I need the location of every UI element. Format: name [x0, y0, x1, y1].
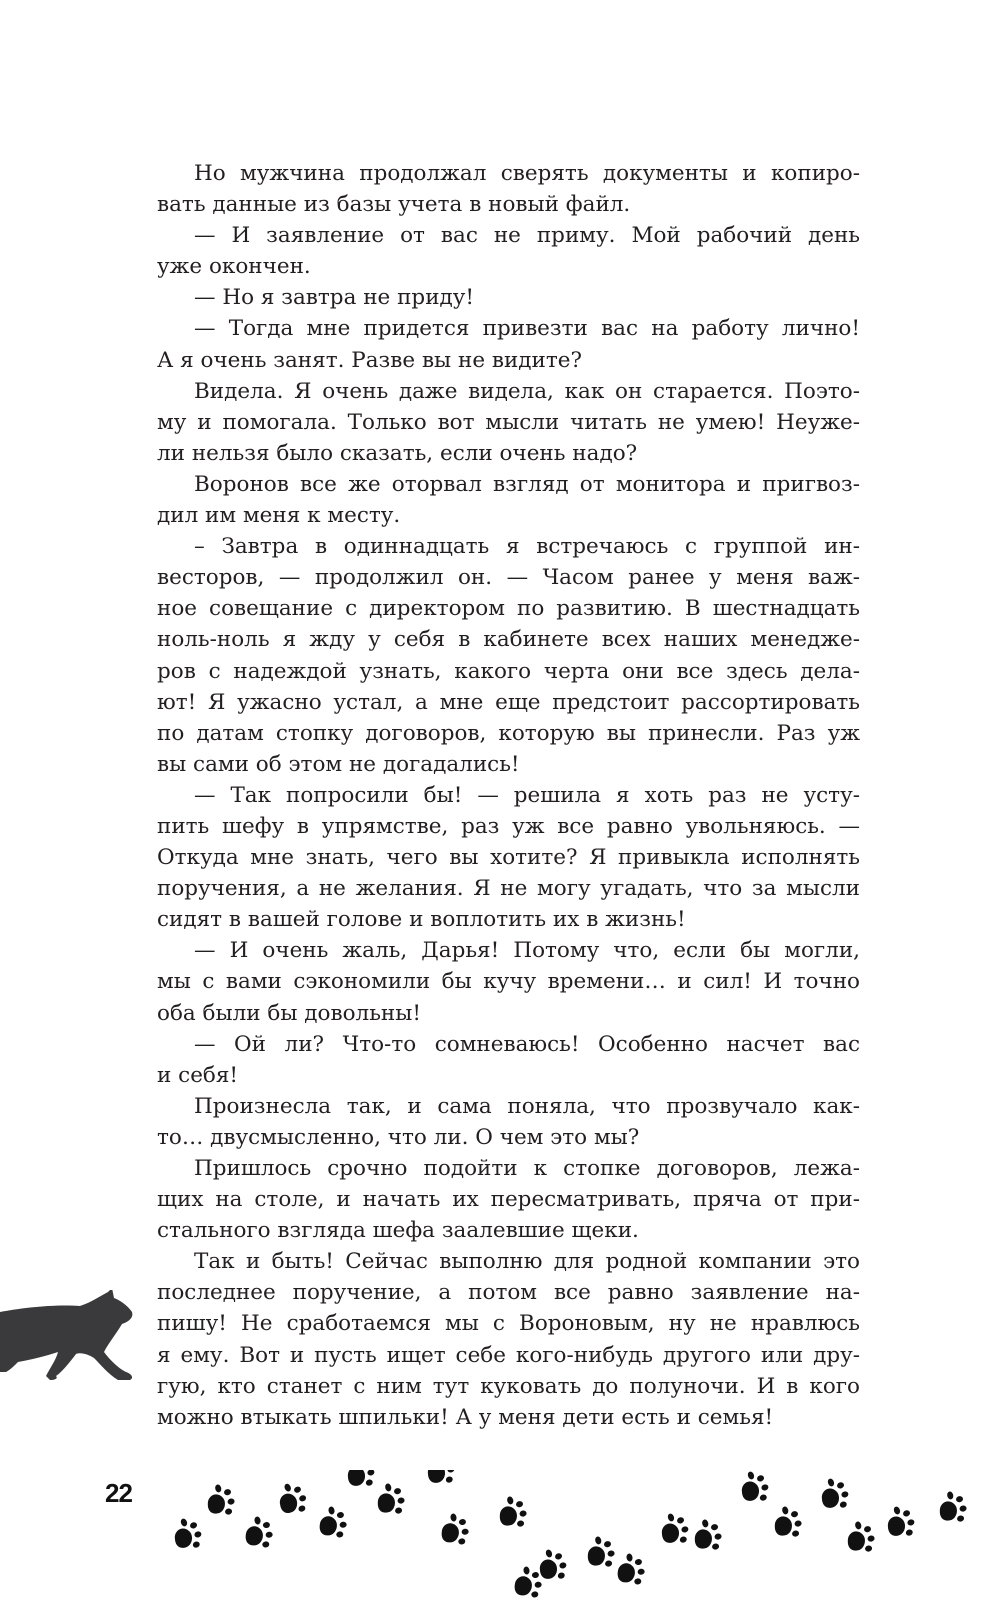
text-line: Воронов все же оторвал взгляд от монитора и пригвоз- — [194, 471, 860, 497]
paw-print-icon — [770, 1503, 805, 1541]
text-line: пишу! Не сработаемся мы с Вороновым, ну не нравлюсь — [157, 1311, 860, 1337]
text-line: Произнесла так, и сама поняла, что прозвучало как- — [194, 1093, 860, 1119]
text-line: вы сами об этом не догадались! — [157, 751, 520, 777]
paw-print-icon — [816, 1474, 853, 1513]
text-line: Откуда мне знать, чего вы хотите? Я привыкла исполнять — [157, 845, 860, 871]
text-line: гую, кто станет с ним тут куковать до полуночи. И в кого — [157, 1373, 860, 1399]
text-line: вать данные из базы учета в новый файл. — [157, 192, 631, 218]
text-line: ют! Я ужасно устал, а мне еще предстоит рассортировать — [157, 689, 860, 715]
paw-print-icon — [203, 1481, 238, 1519]
text-line: можно втыкать шпильки! А у меня дети есть и семья! — [157, 1404, 774, 1430]
paw-print-icon — [614, 1551, 646, 1587]
paw-print-icon — [511, 1564, 543, 1600]
text-line: сидят в вашей голове и воплотить их в жизнь! — [157, 907, 686, 933]
paw-print-icon — [316, 1504, 348, 1540]
page-number: 22 — [105, 1478, 132, 1508]
paw-print-icon — [882, 1502, 919, 1541]
text-line: ров с надеждой узнать, какого черта они все здесь дела- — [157, 658, 860, 684]
text-line: Так и быть! Сейчас выполню для родной компании это — [194, 1249, 860, 1275]
text-line: Видела. Я очень даже видела, как он старается. Поэто- — [194, 378, 860, 404]
paw-print-icon — [843, 1518, 878, 1556]
paw-print-icon — [736, 1470, 773, 1507]
paw-print-icon — [373, 1480, 408, 1518]
text-line: А я очень занят. Разве вы не видите? — [157, 347, 583, 373]
text-line: дил им меня к месту. — [157, 503, 401, 529]
text-line: по датам стопку договоров, которую вы принесли. Раз уж — [157, 720, 860, 746]
paw-print-icon — [342, 1470, 379, 1492]
text-line: и себя! — [157, 1062, 239, 1088]
text-line: то… двусмысленно, что ли. О чем это мы? — [157, 1124, 640, 1150]
text-line: — Так попросили бы! — решила я хоть раз не усту- — [194, 782, 860, 808]
text-line: пить шефу в упрямстве, раз уж все равно увольняюсь. — — [157, 813, 860, 839]
text-line: уже окончен. — [157, 254, 311, 280]
page-body-text — [157, 158, 860, 1433]
paw-print-icon — [690, 1516, 725, 1554]
paw-prints-decoration — [0, 1470, 1000, 1616]
text-line: — Ой ли? Что-то сомневаюсь! Особенно насчет вас — [194, 1031, 860, 1057]
text-line: последнее поручение, а потом все равно заявление на- — [157, 1280, 860, 1306]
paw-print-icon — [438, 1511, 470, 1547]
paw-print-icon — [169, 1514, 206, 1553]
paw-print-icon — [422, 1470, 459, 1489]
text-line: ли нельзя было сказать, если очень надо? — [157, 440, 638, 466]
paw-print-icon — [656, 1509, 693, 1548]
text-line: весторов, — продолжил он. — Часом ранее у меня важ- — [157, 565, 860, 591]
text-line: му и помогала. Только вот мысли читать не умею! Неуже- — [157, 409, 860, 435]
text-line: Но мужчина продолжал сверять документы и копиро- — [194, 161, 860, 186]
text-line: – Завтра в одиннадцать я встречаюсь с группой ин- — [194, 534, 860, 560]
text-line: щих на столе, и начать их пересматривать, пряча от при- — [157, 1187, 860, 1213]
text-line: ное совещание с директором по развитию. В шестнадцать — [157, 596, 860, 622]
text-line: — И очень жаль, Дарья! Потому что, если бы могли, — [194, 938, 860, 964]
text-line: стального взгляда шефа заалевшие щеки. — [157, 1218, 639, 1244]
text-line: я ему. Вот и пусть ищет себе кого-нибудь другого или дру- — [157, 1342, 860, 1368]
paw-print-icon — [534, 1545, 571, 1584]
paw-print-icon — [935, 1488, 970, 1526]
text-line: Пришлось срочно подойти к стопке договоров, лежа- — [194, 1156, 860, 1181]
text-line: — И заявление от вас не приму. Мой рабочий день — [194, 223, 860, 249]
paw-print-icon — [242, 1514, 274, 1550]
text-line: ноль-ноль я жду у себя в кабинете всех наших менедже- — [157, 627, 860, 653]
text-line: поручения, а не желания. Я не могу угадать, что за мысли — [157, 876, 860, 902]
cat-silhouette-icon — [0, 1290, 140, 1405]
text-line: — Но я завтра не приду! — [194, 285, 475, 311]
text-line: оба были бы довольны! — [157, 1000, 421, 1026]
text-line: — Тогда мне придется привезти вас на работу лично! — [194, 316, 860, 342]
text-line: мы с вами сэкономили бы кучу времени… и сил! И точно — [157, 969, 860, 995]
paw-print-icon — [273, 1479, 311, 1520]
paw-print-icon — [495, 1493, 530, 1531]
paw-print-icon — [583, 1533, 618, 1571]
